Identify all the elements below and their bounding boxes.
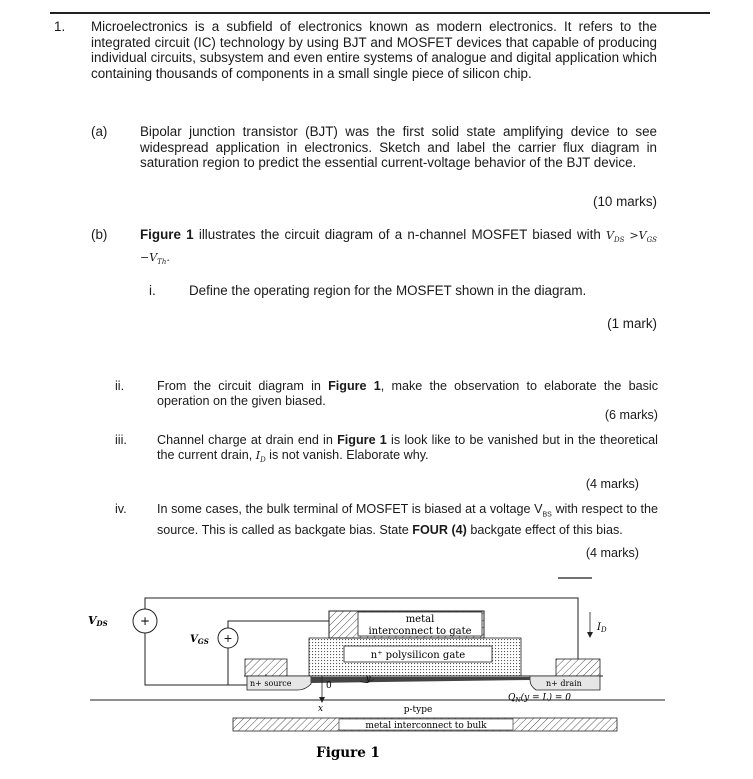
part-b-ii-text: From the circuit diagram in Figure 1, make the observation to elaborate the basic operation on the given biased. <box>157 379 658 408</box>
part-b-ii-marks: (6 marks) <box>604 408 658 422</box>
ptype-label: p-type <box>403 705 433 715</box>
part-b-iv-text: In some cases, the bulk terminal of MOSFET is biased at a voltage $V_{BS}$ with respect to the source. This is called as backgate bias. State FOUR (4) backgate effect of this bias. <box>157 502 658 538</box>
vds-plus: + <box>139 614 151 628</box>
question-number: 1. <box>54 19 66 34</box>
x-label: x <box>318 704 324 714</box>
part-b-i-label: i. <box>149 283 156 298</box>
source-label: n+ source <box>250 679 292 688</box>
poly-label: n⁺ polysilicon gate <box>370 650 466 661</box>
part-b-text <box>140 227 657 270</box>
part-b-label: (b) <box>91 227 108 242</box>
top-rule <box>50 12 710 14</box>
channel <box>311 677 530 683</box>
part-b-i-marks: (1 mark) <box>607 316 657 331</box>
part-a-label: (a) <box>91 124 108 139</box>
vgs-label: $V_{GS}$ <box>190 634 209 646</box>
y-label: y <box>366 674 371 683</box>
vgs-plus: + <box>223 632 233 645</box>
vds-label: VDS <box>88 614 108 628</box>
bias-condition: $V_{DS} >V_{GS} -V_{Th}$. <box>140 229 657 266</box>
drain-contact <box>556 659 600 676</box>
origin-label: 0 <box>326 681 332 691</box>
part-b-iv-marks: (4 marks) <box>585 546 639 560</box>
bulk-label: metal interconnect to bulk <box>365 721 487 731</box>
figure-caption: Figure 1 <box>316 745 380 761</box>
part-b-body: illustrates the circuit diagram of a n-channel MOSFET biased with <box>193 227 607 242</box>
part-b-iii-marks: (4 marks) <box>585 477 639 491</box>
part-a-marks: (10 marks) <box>593 194 657 209</box>
question-intro: Microelectronics is a subfield of electronics known as modern electronics. It refers to the integrated circuit (IC) technology by using BJT and MOSFET devices that capable of producing individual circuits, subsystem and even entire systems of analogue and digital application which containing thousands of components in a small single piece of silicon chip. <box>91 19 657 81</box>
drain-label: n+ drain <box>546 679 582 688</box>
id-label: $I_D$ <box>597 622 607 634</box>
qn-label: $Q_N(y = L) = 0$ <box>508 693 571 704</box>
part-b-i-text: Define the operating region for the MOSFET shown in the diagram. <box>189 283 587 298</box>
part-b-iii-label: iii. <box>115 433 127 447</box>
part-b-ii-label: ii. <box>115 379 125 393</box>
interconnect-label: interconnect to gate <box>368 626 472 637</box>
metal-label: metal <box>405 614 435 625</box>
mosfet-figure <box>0 560 753 779</box>
part-a-text: Bipolar junction transistor (BJT) was the first solid state amplifying device to see widespread application in electronics. Sketch and label the carrier flux diagram in saturation region to predict the essential current-voltage behavior of the BJT device. <box>140 124 657 170</box>
source-contact <box>245 659 287 676</box>
figure-ref: Figure 1 <box>140 227 194 242</box>
part-b-iii-text: Channel charge at drain end in Figure 1 is look like to be vanished but in the theoretical the current drain, $I_D$ is not vanish. Elaborate why. <box>157 433 658 464</box>
part-b-iv-label: iv. <box>115 502 127 516</box>
